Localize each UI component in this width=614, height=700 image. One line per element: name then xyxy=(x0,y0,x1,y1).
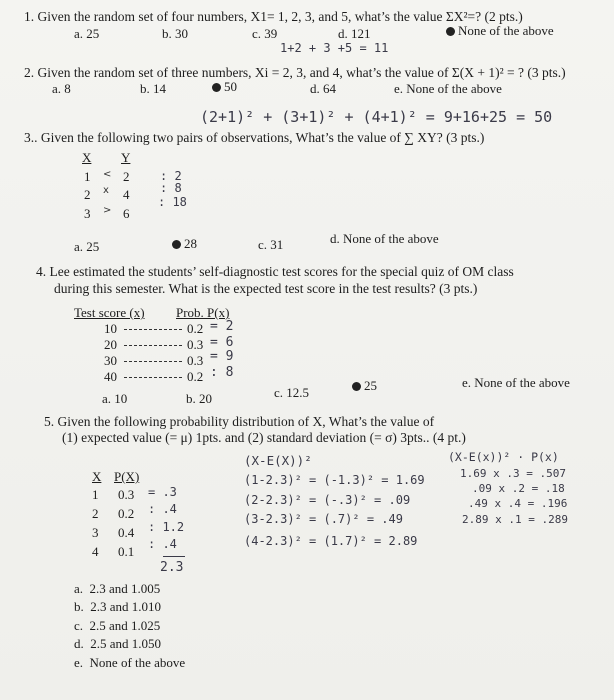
q3-row-mark: > xyxy=(103,205,112,216)
q4-stem-line1: 4. Lee estimated the students’ self-diagnostic test scores for the special quiz of OM class xyxy=(36,264,514,279)
selected-answer-icon xyxy=(352,382,361,391)
q5-sum-work: 2.3 xyxy=(160,560,184,575)
q3-x-value: 1 xyxy=(84,169,91,184)
q2-handwritten-work: (2+1)² + (3+1)² + (4+1)² = 9+16+25 = 50 xyxy=(200,108,553,126)
q4-handwritten-work: = 6 xyxy=(210,335,234,350)
q5-work-mid-header: (X-E(X))² xyxy=(244,453,312,468)
q2-choice-c xyxy=(212,80,237,93)
sum-underline xyxy=(163,556,185,557)
q2-choice-b: b. 14 xyxy=(140,81,166,96)
q5-work-right-line: 2.89 x .1 = .289 xyxy=(462,513,568,526)
q5-choice-e xyxy=(74,656,185,669)
q5-choice-text: 2.3 and 1.005 xyxy=(89,581,161,596)
q4-score-value: 10 xyxy=(104,321,117,336)
q5-choice-text: 2.5 and 1.050 xyxy=(90,636,162,651)
q4-choice-a: a. 10 xyxy=(102,391,128,406)
q5-work-mid-line: (1-2.3)² = (-1.3)² = 1.69 xyxy=(244,473,425,487)
q4-prob-value: 0.3 xyxy=(187,353,204,368)
q3-choice-c: c. 31 xyxy=(258,237,284,252)
q4-handwritten-work: : 8 xyxy=(210,365,234,380)
q5-work-mid-line: (3-2.3)² = (.7)² = .49 xyxy=(244,512,403,526)
q4-stem-line2: during this semester. What is the expected test score in the test results? (3 pts.) xyxy=(54,281,478,296)
dashed-leader xyxy=(124,329,182,330)
q3-x-value: 2 xyxy=(84,187,91,202)
q1-choice-d: d. 121 xyxy=(338,26,371,41)
q5-choice-c xyxy=(74,619,160,632)
q5-work-mid-line: (2-2.3)² = (-.3)² = .09 xyxy=(244,493,411,507)
q5-stem-line2: (1) expected value (= μ) 1pts. and (2) standard deviation (= σ) 3pts.. (4 pt.) xyxy=(62,430,466,445)
q3-col-x-header: X xyxy=(82,150,92,165)
q5-work-right-line: 1.69 x .3 = .507 xyxy=(460,467,566,480)
q5-handwritten-work: = .3 xyxy=(148,485,177,499)
q1-choice-c: c. 39 xyxy=(252,26,278,41)
q4-handwritten-work: = 9 xyxy=(210,349,234,364)
q5-choice-b xyxy=(74,600,161,613)
q1-handwritten-work: 1+2 + 3 +5 = 11 xyxy=(280,41,389,55)
q5-choice-text: None of the above xyxy=(89,655,186,670)
q4-col-prob-header: Prob. P(x) xyxy=(176,305,230,320)
q3-stem: 3.. Given the following two pairs of observations, What’s the value of ∑ XY? (3 pts.) xyxy=(24,130,485,145)
q3-col-y-header: Y xyxy=(121,150,131,165)
q4-choice-d-label: 25 xyxy=(364,378,377,393)
q5-choice-letter: e. xyxy=(74,655,84,670)
q5-choice-letter: c. xyxy=(74,618,84,633)
q5-choice-text: 2.3 and 1.010 xyxy=(90,599,162,614)
q5-x-value: 1 xyxy=(92,487,99,502)
q5-col-x-header: X xyxy=(92,469,102,484)
q1-choice-e xyxy=(446,24,554,37)
q5-work-mid-line: (4-2.3)² = (1.7)² = 2.89 xyxy=(244,534,418,548)
q3-handwritten-work: : 18 xyxy=(158,195,187,209)
q5-work-right-header: (X-E(x))² · P(x) xyxy=(448,450,559,464)
q4-choice-e: e. None of the above xyxy=(462,375,570,390)
q4-score-value: 40 xyxy=(104,369,117,384)
q5-work-right-line: .49 x .4 = .196 xyxy=(468,497,568,510)
q3-row-mark: x xyxy=(103,185,109,196)
selected-answer-icon xyxy=(172,240,181,249)
q1-choice-a: a. 25 xyxy=(74,26,100,41)
q4-choice-c: c. 12.5 xyxy=(274,385,310,400)
q5-choice-text: 2.5 and 1.025 xyxy=(89,618,161,633)
q4-choice-d xyxy=(352,379,377,392)
selected-answer-icon xyxy=(212,83,221,92)
q5-choice-letter: a. xyxy=(74,581,84,596)
q3-choice-b-label: 28 xyxy=(184,236,197,251)
q3-choice-d: d. None of the above xyxy=(330,231,439,246)
q4-score-value: 30 xyxy=(104,353,117,368)
q1-choice-b: b. 30 xyxy=(162,26,188,41)
q3-handwritten-work: : 2 xyxy=(160,169,182,183)
q2-choice-d: d. 64 xyxy=(310,81,336,96)
q2-choice-e: e. None of the above xyxy=(394,81,502,96)
q3-choice-b xyxy=(172,237,197,250)
q5-choice-letter: d. xyxy=(74,636,84,651)
q5-col-p-header: P(X) xyxy=(114,469,140,484)
q5-x-value: 3 xyxy=(92,525,99,540)
q2-stem: 2. Given the random set of three numbers, Xi = 2, 3, and 4, what’s the value of Σ(X + 1)² = ? (3 pts.) xyxy=(24,65,566,80)
q3-row-mark: < xyxy=(103,169,112,180)
dashed-leader xyxy=(124,377,182,378)
q4-col-score-header: Test score (x) xyxy=(74,305,145,320)
q5-handwritten-work: : .4 xyxy=(148,537,177,551)
q5-choice-d xyxy=(74,637,161,650)
q4-handwritten-work: = 2 xyxy=(210,319,234,334)
q4-score-value: 20 xyxy=(104,337,117,352)
q5-x-value: 4 xyxy=(92,544,99,559)
q5-work-right-line: .09 x .2 = .18 xyxy=(472,482,565,495)
dashed-leader xyxy=(124,361,182,362)
q5-p-value: 0.1 xyxy=(118,544,135,559)
q3-y-value: 4 xyxy=(123,187,130,202)
q3-y-value: 6 xyxy=(123,206,130,221)
q2-choice-a: a. 8 xyxy=(52,81,71,96)
q4-choice-b: b. 20 xyxy=(186,391,212,406)
q1-stem: 1. Given the random set of four numbers, X1= 1, 2, 3, and 5, what’s the value ΣX²=? (2 pts.) xyxy=(24,9,523,24)
q4-prob-value: 0.3 xyxy=(187,337,204,352)
q5-p-value: 0.2 xyxy=(118,506,135,521)
q3-choice-a: a. 25 xyxy=(74,239,100,254)
q3-y-value: 2 xyxy=(123,169,130,184)
q5-handwritten-work: : .4 xyxy=(148,502,177,516)
q5-handwritten-work: : 1.2 xyxy=(148,520,185,534)
q5-choice-a xyxy=(74,582,160,595)
dashed-leader xyxy=(124,345,182,346)
q4-prob-value: 0.2 xyxy=(187,321,204,336)
q5-p-value: 0.3 xyxy=(118,487,135,502)
q2-choice-c-label: 50 xyxy=(224,79,237,94)
q3-handwritten-work: : 8 xyxy=(160,181,182,195)
selected-answer-icon xyxy=(446,27,455,36)
q5-x-value: 2 xyxy=(92,506,99,521)
q5-p-value: 0.4 xyxy=(118,525,135,540)
q5-stem-line1: 5. Given the following probability distribution of X, What’s the value of xyxy=(44,414,435,429)
q4-prob-value: 0.2 xyxy=(187,369,204,384)
q3-x-value: 3 xyxy=(84,206,91,221)
q5-choice-letter: b. xyxy=(74,599,84,614)
q1-choice-e-label: None of the above xyxy=(458,23,554,38)
